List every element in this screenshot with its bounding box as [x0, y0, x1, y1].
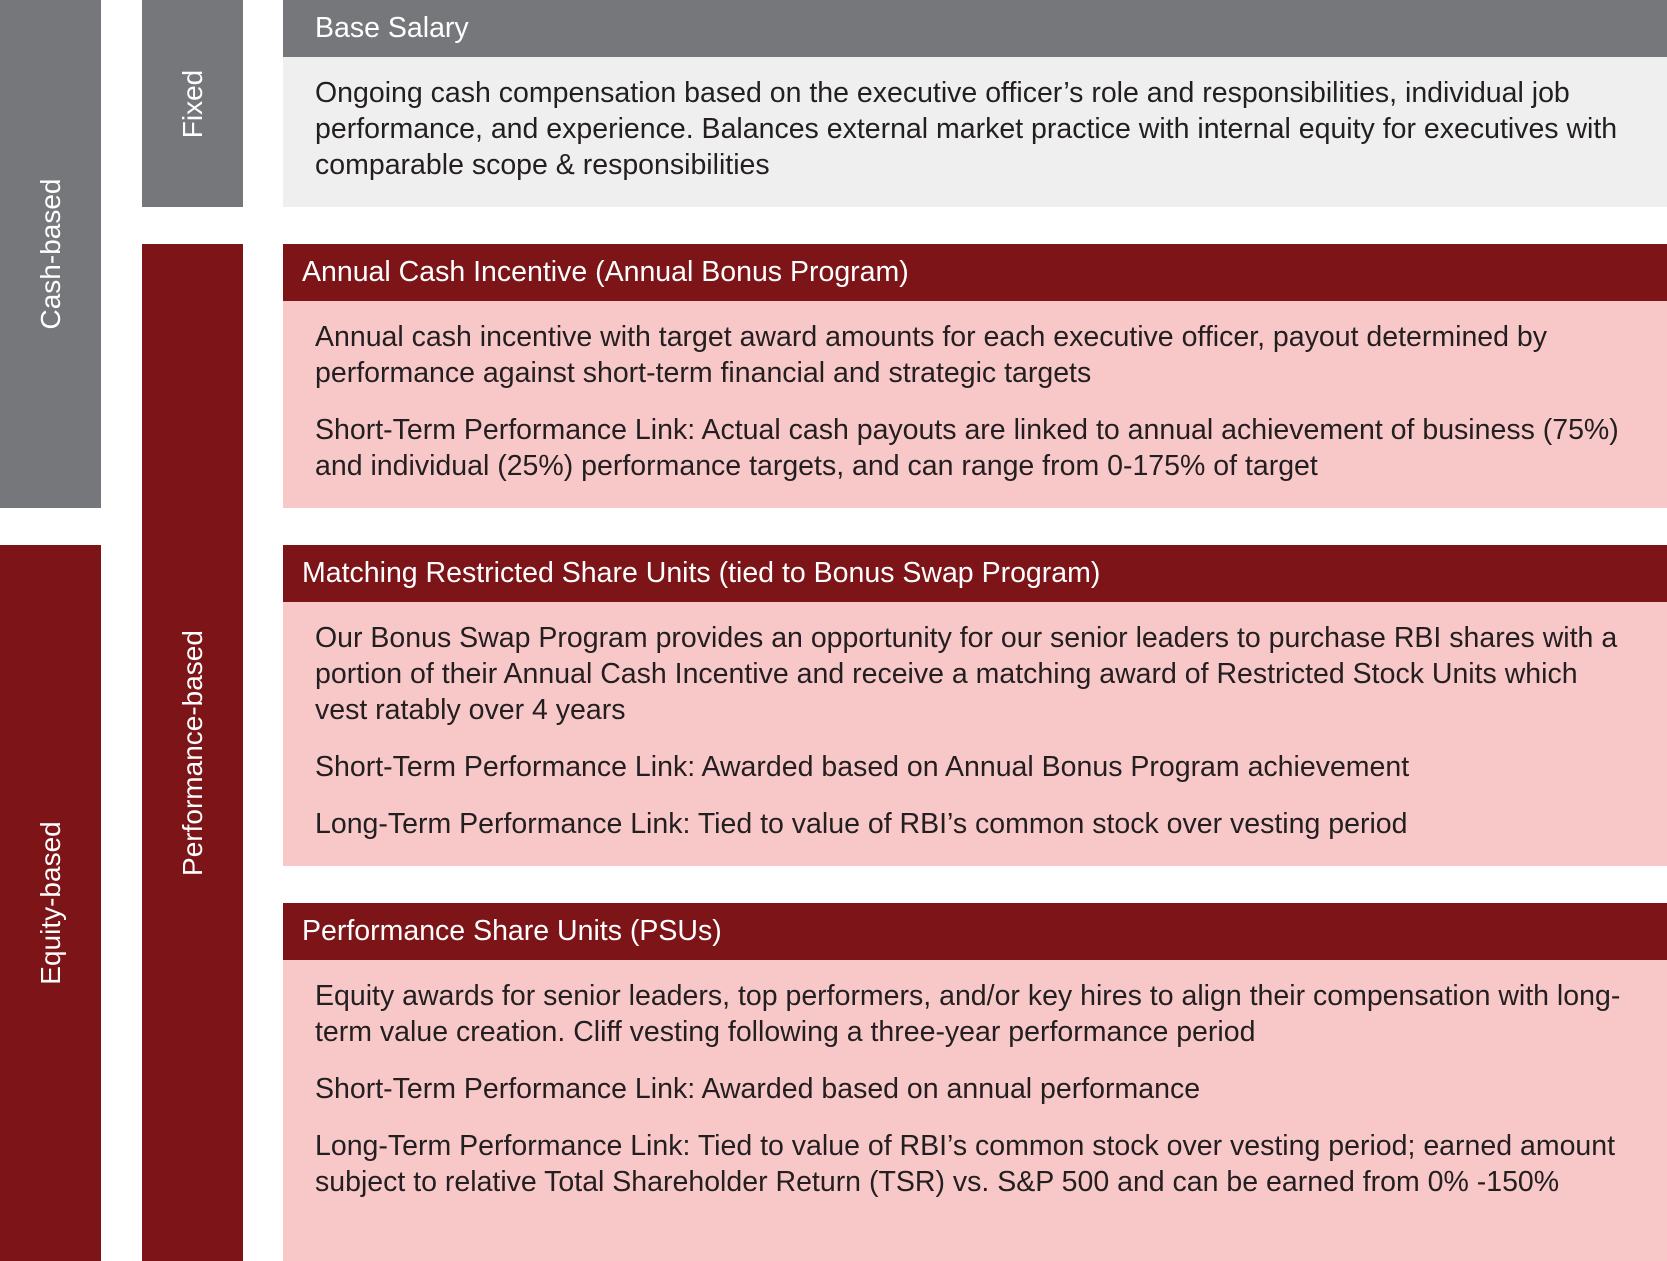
- section-paragraph: Short-Term Performance Link: Awarded based on annual performance: [315, 1073, 1201, 1105]
- section-base-salary: [283, 0, 1667, 207]
- section-body: [283, 602, 1667, 866]
- equity-based-bar: [0, 545, 101, 1261]
- section-title: Base Salary: [315, 12, 469, 44]
- section-paragraph: Our Bonus Swap Program provides an opportunity for our senior leaders to purchase RBI shares with a portion of their Annual Cash Incentive and receive a matching award of Restricted Stock Units which vest ratably over 4 years: [315, 622, 1618, 726]
- fixed-bar: [142, 0, 243, 207]
- section-paragraph: Equity awards for senior leaders, top performers, and/or key hires to align their compensation with long-term value creation. Cliff vesting following a three-year performance period: [315, 980, 1621, 1048]
- section-matching-rsu: [283, 545, 1667, 866]
- section-header: [283, 545, 1667, 602]
- section-paragraph: Short-Term Performance Link: Awarded based on Annual Bonus Program achievement: [315, 751, 1410, 783]
- section-paragraph: Long-Term Performance Link: Tied to value of RBI’s common stock over vesting period; earned amount subject to relative Total Shareholder Return (TSR) vs. S&P 500 and can be earned from 0% -150%: [315, 1130, 1616, 1198]
- section-header: [283, 903, 1667, 960]
- section-body: [283, 301, 1667, 508]
- cash-based-label: Cash-based: [34, 178, 66, 330]
- section-paragraph: Short-Term Performance Link: Actual cash payouts are linked to annual achievement of business (75%) and individual (25%) performance targets, and can range from 0-175% of target: [315, 414, 1619, 482]
- cash-based-bar: [0, 0, 101, 508]
- section-title: Annual Cash Incentive (Annual Bonus Program): [302, 256, 909, 288]
- section-paragraph: Long-Term Performance Link: Tied to value of RBI’s common stock over vesting period: [315, 808, 1408, 840]
- section-header: [283, 0, 1667, 57]
- section-body: [283, 960, 1667, 1261]
- section-paragraph: Annual cash incentive with target award amounts for each executive officer, payout determined by performance against short-term financial and strategic targets: [315, 321, 1548, 389]
- section-psus: [283, 903, 1667, 1261]
- section-body: [283, 57, 1667, 207]
- section-paragraph: Ongoing cash compensation based on the executive officer’s role and responsibilities, individual job performance, and experience. Balances external market practice with internal equity for executives with comparable scope & responsibilities: [315, 77, 1618, 181]
- performance-based-label: Performance-based: [176, 629, 208, 876]
- equity-based-label: Equity-based: [34, 821, 66, 985]
- section-title: Performance Share Units (PSUs): [302, 915, 722, 947]
- section-header: [283, 244, 1667, 301]
- fixed-label: Fixed: [176, 69, 208, 138]
- section-annual-cash-incentive: [283, 244, 1667, 508]
- section-title: Matching Restricted Share Units (tied to Bonus Swap Program): [302, 557, 1101, 589]
- performance-based-bar: [142, 244, 243, 1261]
